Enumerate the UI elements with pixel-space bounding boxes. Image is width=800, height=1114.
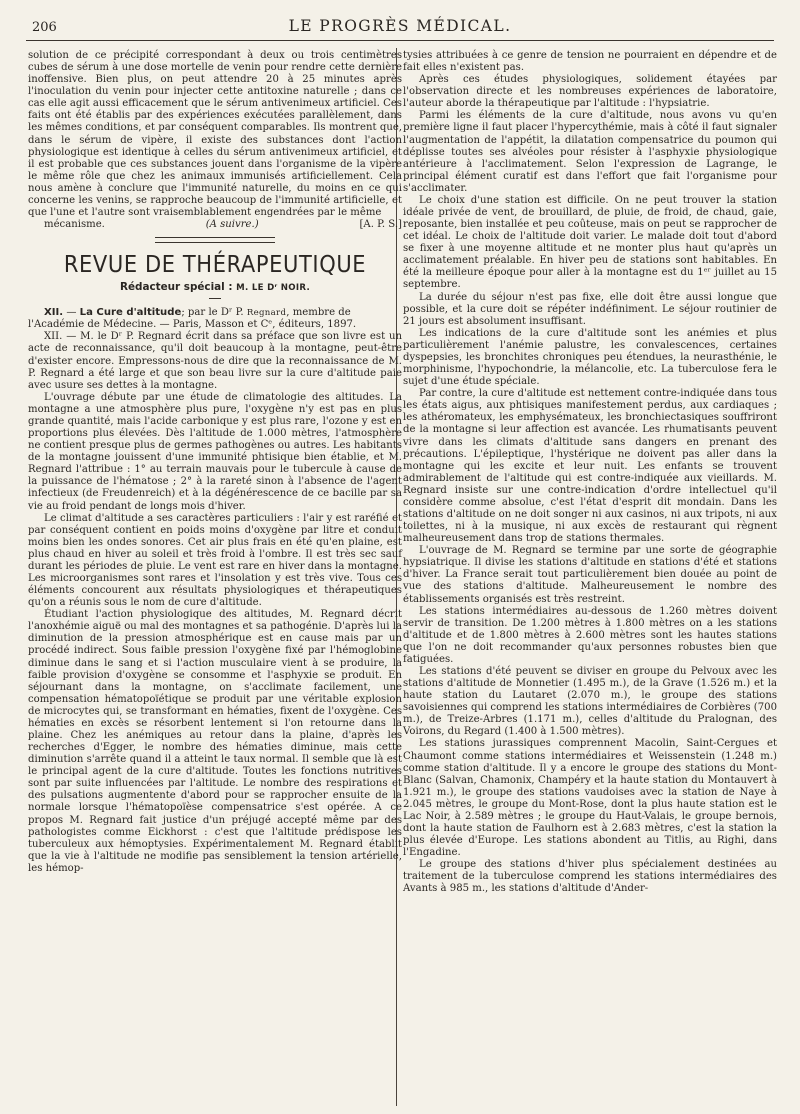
- page-number: 206: [32, 20, 57, 35]
- paragraph: tysies attribuées à ce genre de tension ne pourraient en dépendre et de fait elles n'existent pas.: [403, 50, 777, 74]
- paragraph: Les stations intermédiaires au-dessous de 1.260 mètres doivent servir de transition. De 1.200 mètres à 1.800 mètres on a les stations d'altitude et de 1.800 mètres à 2.600 mètres sont les hautes stations que l'on ne doit recommander qu'aux personnes robustes bien que fatiguées.: [403, 605, 777, 665]
- paragraph: Le groupe des stations d'hiver plus spécialement destinées au traitement de la tuberculose comprend les stations intermédiaires des Avants à 985 m., les stations d'altitude d'Ander-: [403, 859, 777, 895]
- section-editor-label: Rédacteur spécial :: [119, 281, 233, 294]
- right-column: [403, 50, 777, 895]
- author-initials: [A. P. S.]: [359, 219, 402, 231]
- paragraph: Par contre, la cure d'altitude est nettement contre-indiquée dans tous les états aigus, aux phtisiques manifestement perdus, aux cardiaques ; les athéromateux, les emphysémateux, les bronchiectasiques souffriront de la montagne si leur affection est avancée. Les rhumatisants peuvent vivre dans les climats d'altitude sans dangers en prenant des précautions. L'épileptique, l'hystérique ne doivent pas aller dans la montagne qui les excite et leur nuit. Les enfants se trouvent admirablement de l'altitude qui est contre-indiquée aux vieillards. M. Regnard insiste sur une contre-indication d'ordre intellectuel qu'il considère comme absolue, c'est l'état d'esprit dit mondain. Dans les stations d'altitude on ne doit songer ni aux casinos, ni aux tripots, ni aux toilettes, ni à la musique, ni aux excès de restaurant qui règnent malheureusement dans trop de stations thermales.: [403, 388, 777, 545]
- article-number: XII.: [44, 307, 64, 319]
- article-publication: l'Académie de Médecine. — Paris, Masson et Cᵉ, éditeurs, 1897.: [28, 319, 357, 331]
- journal-title: LE PROGRÈS MÉDICAL.: [288, 17, 512, 35]
- paragraph: La durée du séjour n'est pas fixe, elle doit être aussi longue que possible, et la cure doit se répéter indéfiniment. Le séjour routinier de 21 jours est absolument insuffisant.: [403, 291, 777, 327]
- section-title: REVUE DE THÉRAPEUTIQUE: [63, 250, 367, 278]
- section-ornament: [155, 237, 275, 243]
- paragraph: Le choix d'une station est difficile. On ne peut trouver la station idéale privée de vent, de brouillard, de pluie, de froid, de chaud, gaie, reposante, bien installée et peu coûteuse, mais on peut se rapprocher de cet idéal. Le choix de l'altitude doit varier. Le malade doit tout d'abord se fixer à une moyenne altitude et ne monter plus haut qu'après un acclimatement préalable. En hiver peu de stations sont habitables. En été la meilleure époque pour aller à la montagne est du 1ᵉʳ juillet au 15 septembre.: [403, 194, 777, 291]
- paragraph: Étudiant l'action physiologique des altitudes, M. Regnard décrit l'anoxhémie aiguë ou mal des montagnes et sa pathogénie. D'après lui la diminution de la pression atmosphérique est en cause mais par un procédé indirect. Sous faible pression l'oxygène fixé par l'hémoglobine diminue dans le sang et si l'action musculaire vient à se produire, la faible provision d'oxygène se consomme et l'asphyxie se produit. En séjournant dans la montagne, on s'acclimate facilement, une compensation hématopoïétique se produit par une véritable explosion de microcytes qui, se transformant en hématies, fixent de l'oxygène. Ces hématies en excès se résorbent lentement si l'on retourne dans la plaine. Chez les anémiques au retour dans la plaine, d'après les recherches d'Egger, le nombre des hématies diminue, mais cette diminution s'arrête quand il a atteint le taux normal. Il semble que là est le principal agent de la cure d'altitude. Toutes les fonctions nutritives sont par suite influencées par l'altitude. Le nombre des respirations et des pulsations augmentente d'abord pour se rapprocher ensuite de la normale lorsque l'hématopoïèse compensatrice s'est opérée. A ce propos M. Regnard fait justice d'un préjugé accepté même par des pathologistes comme Eickhorst : c'est que l'altitude prédispose les tuberculeux aux hémoptysies. Expérimentalement M. Regnard établit que la vie à l'altitude ne modifie pas sensiblement la tension artérielle, les hémop-: [28, 609, 402, 874]
- paragraph: Parmi les éléments de la cure d'altitude, nous avons vu qu'en première ligne il faut placer l'hypercythémie, mais à côté il faut signaler l'augmentation de l'appétit, la dilatation compensatrice du poumon qui déplisse toutes ses alvéoles pour résister à l'asphyxie physiologique antérieure à l'acclimatement. Selon l'expression de Lagrange, le principal élément curatif est dans l'effort que fait l'organisme pour s'acclimater.: [403, 110, 777, 194]
- section-editor: [28, 281, 402, 294]
- to-be-continued: (A suivre.): [205, 219, 259, 231]
- paragraph: Les stations jurassiques comprennent Macolin, Saint-Cergues et Chaumont comme stations intermédiaires et Weissenstein (1.248 m.) comme station d'altitude. Il y a encore le groupe des stations du Mont-Blanc (Salvan, Chamonix, Champéry et la haute station du Montauvert à 1.921 m.), le groupe des stations vaudoises avec la station de Naye à 2.045 mètres, le groupe du Mont-Rose, dont la plus haute station est le Lac Noir, à 2.589 mètres ; le groupe du Haut-Valais, le groupe bernois, dont la haute station de Faulhorn est à 2.683 mètres, c'est la station la plus élevée d'Europe. Les stations abondent au Titlis, au Righi, dans l'Engadine.: [403, 738, 777, 859]
- left-article-body: [28, 331, 402, 875]
- paragraph: Le climat d'altitude a ses caractères particuliers : l'air y est raréfié et par conséquent contient en poids moins d'oxygène par litre et conduit moins bien les ondes sonores. Cet air plus frais en été qu'en plaine, est plus chaud en hiver au soleil et très froid à l'ombre. Il est très sec sauf durant les périodes de pluie. Le vent est rare en hiver dans la montagne. Les microorganismes sont rares et l'insolation y est très vive. Tous ces éléments concourent aux résultats physiologiques et thérapeutiques qu'on a réunis sous le nom de cure d'altitude.: [28, 512, 402, 609]
- article-heading-tail: , membre de: [286, 307, 351, 319]
- paragraph: Les stations d'été peuvent se diviser en groupe du Pelvoux avec les stations d'altitude de Monnetier (1.495 m.), de la Grave (1.526 m.) et la haute station du Lautaret (2.070 m.), le groupe des stations savoisiennes qui comprend les stations intermédiaires de Corbières (700 m.), de Treize-Arbres (1.171 m.), celles d'altitude du Pralognan, des Voirons, du Regard (1.400 à 1.500 mètres).: [403, 665, 777, 738]
- paragraph: L'ouvrage de M. Regnard se termine par une sorte de géographie hypsiatrique. Il divise les stations d'altitude en stations d'été et stations d'hiver. La France serait tout particulièrement bien douée au point de vue des stations d'altitude. Malheureusement le nombre des établissements organisés est très restreint.: [403, 545, 777, 605]
- article-title: La Cure d'altitude: [79, 307, 182, 319]
- article-heading: [28, 307, 402, 331]
- continuation-paragraph: solution de ce précipité correspondant à deux ou trois centimètres cubes de sérum à une dose mortelle de venin pour rendre cette dernière inoffensive. Bien plus, on peut attendre 20 à 25 minutes après l'inoculation du venin pour injecter cette antitoxine naturelle ; dans ce cas elle agit aussi efficacement que le sérum antivenimeux artificiel. Ces faits ont été établis par des expériences exécutées parallèlement, dans les mêmes conditions, et par conséquent comparables. Ils montrent que, dans le sérum de vipère, il existe des substances dont l'action physiologique est identique à celles du sérum antivenimeux artificiel, et il est probable que ces substances jouent dans l'organisme de la vipère le même rôle que chez les animaux immunisés artificiellement. Cela nous amène à conclure que l'immunité naturelle, du moins en ce qui concerne les venins, se rapproche beaucoup de l'immunité artificielle, et que l'une et l'autre sont vraisemblablement engendrées par le même: [28, 50, 402, 219]
- paragraph: Les indications de la cure d'altitude sont les anémies et plus particulièrement l'anémie palustre, les convalescences, certaines dyspepsies, les bronchites chroniques peu étendues, la neurasthénie, le morphinisme, l'hypochondrie, la mélancolie, etc. La tuberculose fera le sujet d'une étude spéciale.: [403, 327, 777, 388]
- signature-left: mécanisme.: [44, 219, 105, 231]
- paragraph: L'ouvrage débute par une étude de climatologie des altitudes. La montagne a une atmosphère plus pure, l'oxygène n'y est pas en plus grande quantité, mais l'acide carbonique y est plus rare, l'ozone y est en proportions plus élevées. Dès l'altitude de 1.000 mètres, l'atmosphère ne contient presque plus de germes pathogènes ou autres. Les habitants de la montagne jouissent d'une immunité phtisique bien établie, et M. Regnard l'attribue : 1° au terrain mauvais pour le tubercule à cause de la puissance de l'hématose ; 2° à la rareté sinon à l'absence de l'agent infectieux (de Freudenreich) et à la dégénérescence de ce bacille par sa vie au froid pendant de longs mois d'hiver.: [28, 391, 402, 512]
- paragraph: Après ces études physiologiques, solidement étayées par l'observation directe et les nombreuses expériences de laboratoire, l'auteur aborde la thérapeutique par l'altitude : l'hypsiatrie.: [403, 74, 777, 110]
- article-heading-rest: ; par le Dʳ P.: [181, 307, 244, 319]
- paragraph: XII. — M. le Dʳ P. Regnard écrit dans sa préface que son livre est un acte de reconnaissance, qu'il doit beaucoup à la montagne, peut-être d'exister encore. Empressons-nous de dire que la reconnaissance de M. P. Regnard a été large et que son beau livre sur la cure d'altitude paie avec usure ses dettes à la montagne.: [28, 331, 402, 391]
- page-header: [26, 14, 774, 41]
- section-editor-name: M. LE Dʳ NOIR.: [236, 283, 311, 294]
- article-author: Regnard: [246, 308, 287, 319]
- article-dash: —: [66, 307, 77, 319]
- left-column: [28, 50, 402, 875]
- short-divider: [209, 298, 221, 299]
- signature-line: [28, 219, 402, 231]
- right-article-body: [403, 50, 777, 895]
